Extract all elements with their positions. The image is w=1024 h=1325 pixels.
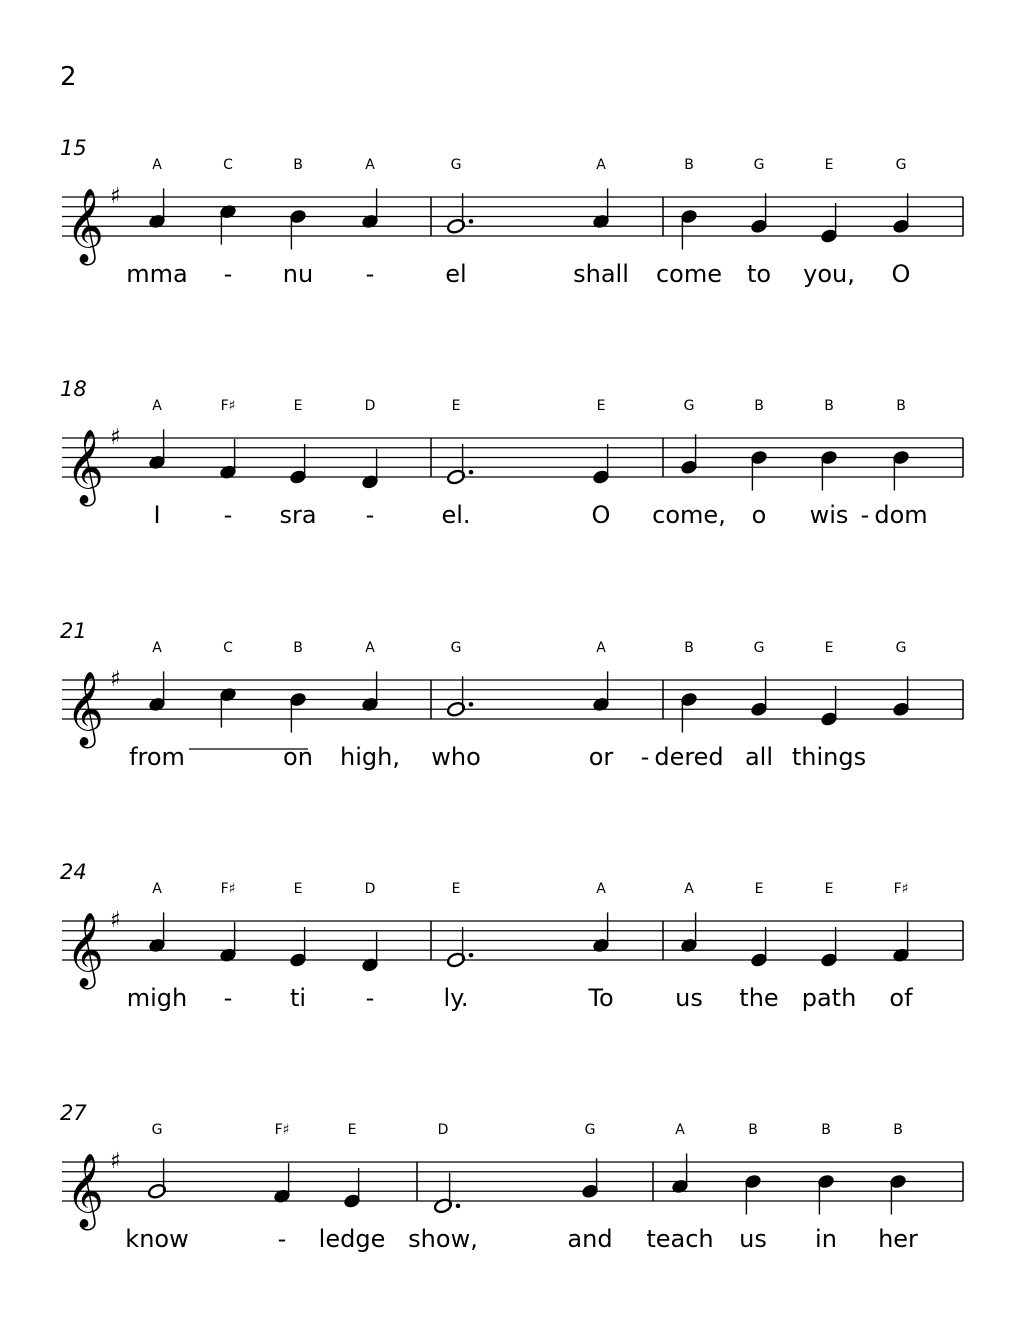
note-name-label: G [584,1122,596,1138]
lyric-syllable: - [223,501,233,529]
augmentation-dot [469,470,474,475]
note-name-label: A [365,157,375,173]
note [817,1174,835,1215]
staff-system [0,619,1024,803]
augmentation-dot [456,1204,461,1209]
note-name-label: G [753,157,765,173]
staff-system [0,1101,1024,1285]
note [148,188,166,229]
lyric-syllable: things [791,743,867,771]
lyric-syllable: o [751,501,767,529]
lyric-syllable: in [815,1225,837,1253]
note-name-label: F♯ [893,881,909,897]
lyric-syllable: mma [126,260,188,288]
note [820,450,838,491]
note [361,449,379,490]
note-name-label: F♯ [220,881,236,897]
lyric-syllable: wis [809,501,849,529]
note [147,1158,166,1199]
lyric-syllable: teach [646,1225,714,1253]
page-number: 2 [60,62,77,92]
note-name-label: E [824,881,834,897]
lyric-syllable: come, [652,501,726,529]
lyric-syllable: dered [654,743,724,771]
note-name-label: B [748,1122,758,1138]
note-name-label: B [754,398,764,414]
note-name-label: E [824,640,834,656]
note [361,671,379,712]
note-name-label: B [684,157,694,173]
note [750,676,768,717]
note-name-label: E [293,881,303,897]
note [148,912,166,953]
note-name-label: D [437,1122,449,1138]
note [219,687,237,728]
note-name-label: D [364,881,376,897]
lyric-syllable: - [223,260,233,288]
lyric-syllable: come [655,260,723,288]
lyric-syllable: dom [874,501,928,529]
note [592,444,610,485]
measure-number: 27 [60,1101,87,1125]
note-name-label: E [451,881,461,897]
note-name-label: A [152,398,162,414]
lyric-syllable: high, [340,743,400,771]
note-name-label: B [896,398,906,414]
note-name-label: C [223,157,233,173]
note [680,434,698,475]
note [446,927,473,968]
note [592,912,610,953]
key-signature-sharp-icon: ♯ [110,425,121,450]
note [446,444,473,485]
measure-number: 24 [60,860,87,884]
lyric-syllable: ti [289,984,307,1012]
note-name-label: G [683,398,695,414]
lyric-syllable: ledge [318,1225,386,1253]
note-name-label: B [684,640,694,656]
measure-number: 15 [60,136,87,160]
lyric-syllable: of [889,984,913,1012]
lyric-syllable: - [365,984,375,1012]
lyric-syllable: know [125,1225,189,1253]
note [892,922,910,963]
note [361,932,379,973]
lyric-syllable: shall [573,260,629,288]
note [289,927,307,968]
note [750,450,768,491]
lyric-hyphen: - [640,743,650,771]
lyric-syllable: O [891,260,911,288]
note [744,1174,762,1215]
note-name-label: G [895,157,907,173]
note [446,193,473,234]
note [361,188,379,229]
note [750,927,768,968]
note-name-label: E [824,157,834,173]
note-name-label: E [347,1122,357,1138]
lyric-syllable: To [588,984,614,1012]
note [889,1174,907,1215]
note [273,1163,291,1204]
note-name-label: A [365,640,375,656]
staff-system [0,136,1024,320]
note-name-label: G [450,157,462,173]
note [671,1153,689,1194]
note-name-label: A [596,881,606,897]
note [892,193,910,234]
note-name-label: E [596,398,606,414]
note-name-label: B [824,398,834,414]
note [820,686,838,727]
note [581,1158,599,1199]
key-signature-sharp-icon: ♯ [110,667,121,692]
note [820,927,838,968]
treble-clef-icon: 𝄞 [66,913,104,987]
note-name-label: A [684,881,694,897]
note-name-label: C [223,640,233,656]
note-name-label: A [675,1122,685,1138]
lyric-syllable: us [739,1225,767,1253]
note [892,676,910,717]
note-name-label: A [596,157,606,173]
lyric-syllable: I [153,501,161,529]
note [148,429,166,470]
note [289,209,307,250]
lyric-hyphen: - [860,501,870,529]
note-name-label: G [151,1122,163,1138]
lyric-syllable: and [567,1225,613,1253]
lyric-syllable: her [878,1225,918,1253]
note-name-label: D [364,398,376,414]
lyric-syllable: the [739,984,779,1012]
lyric-syllable: - [365,501,375,529]
lyric-syllable: sra [279,501,317,529]
lyric-syllable: us [675,984,703,1012]
note-name-label: G [450,640,462,656]
treble-clef-icon: 𝄞 [66,672,104,746]
augmentation-dot [469,702,474,707]
note [219,922,237,963]
note [289,444,307,485]
measure-number: 21 [60,619,87,643]
note [680,912,698,953]
note-name-label: A [152,640,162,656]
note [343,1168,361,1209]
note-name-label: B [293,157,303,173]
lyric-syllable: show, [408,1225,478,1253]
note [592,188,610,229]
note-name-label: B [821,1122,831,1138]
lyric-syllable: el. [441,501,471,529]
lyric-syllable: from [129,743,185,771]
note [219,439,237,480]
lyric-syllable: all [744,743,774,771]
lyric-syllable: who [431,743,481,771]
lyric-syllable: you, [803,260,855,288]
note [820,203,838,244]
lyric-syllable: on [283,743,313,771]
note [289,692,307,733]
note-name-label: F♯ [274,1122,290,1138]
lyric-syllable: to [746,260,772,288]
note [680,692,698,733]
note [219,204,237,245]
note [446,676,473,717]
note-name-label: A [152,157,162,173]
treble-clef-icon: 𝄞 [66,1154,104,1228]
lyric-syllable: - [365,260,375,288]
augmentation-dot [469,219,474,224]
note-name-label: E [293,398,303,414]
measure-number: 18 [60,377,87,401]
lyric-syllable: - [223,984,233,1012]
key-signature-sharp-icon: ♯ [110,908,121,933]
note [750,193,768,234]
treble-clef-icon: 𝄞 [66,430,104,504]
lyric-syllable: nu [282,260,314,288]
staff-system [0,377,1024,561]
note-name-label: E [451,398,461,414]
note-name-label: B [293,640,303,656]
note [592,671,610,712]
staff-system [0,860,1024,1044]
note-name-label: G [753,640,765,656]
note-name-label: A [596,640,606,656]
lyric-syllable: path [801,984,857,1012]
note [680,209,698,250]
note-name-label: G [895,640,907,656]
note-name-label: A [152,881,162,897]
note-name-label: F♯ [220,398,236,414]
lyric-syllable: - [277,1225,287,1253]
note [148,671,166,712]
lyric-syllable: O [591,501,611,529]
note-name-label: E [754,881,764,897]
augmentation-dot [469,953,474,958]
treble-clef-icon: 𝄞 [66,189,104,263]
note-name-label: B [893,1122,903,1138]
key-signature-sharp-icon: ♯ [110,1149,121,1174]
key-signature-sharp-icon: ♯ [110,184,121,209]
note [433,1173,460,1214]
note [892,450,910,491]
lyric-syllable: ly. [443,984,469,1012]
lyric-syllable: or [588,743,614,771]
lyric-syllable: el [445,260,467,288]
lyric-syllable: migh [126,984,188,1012]
